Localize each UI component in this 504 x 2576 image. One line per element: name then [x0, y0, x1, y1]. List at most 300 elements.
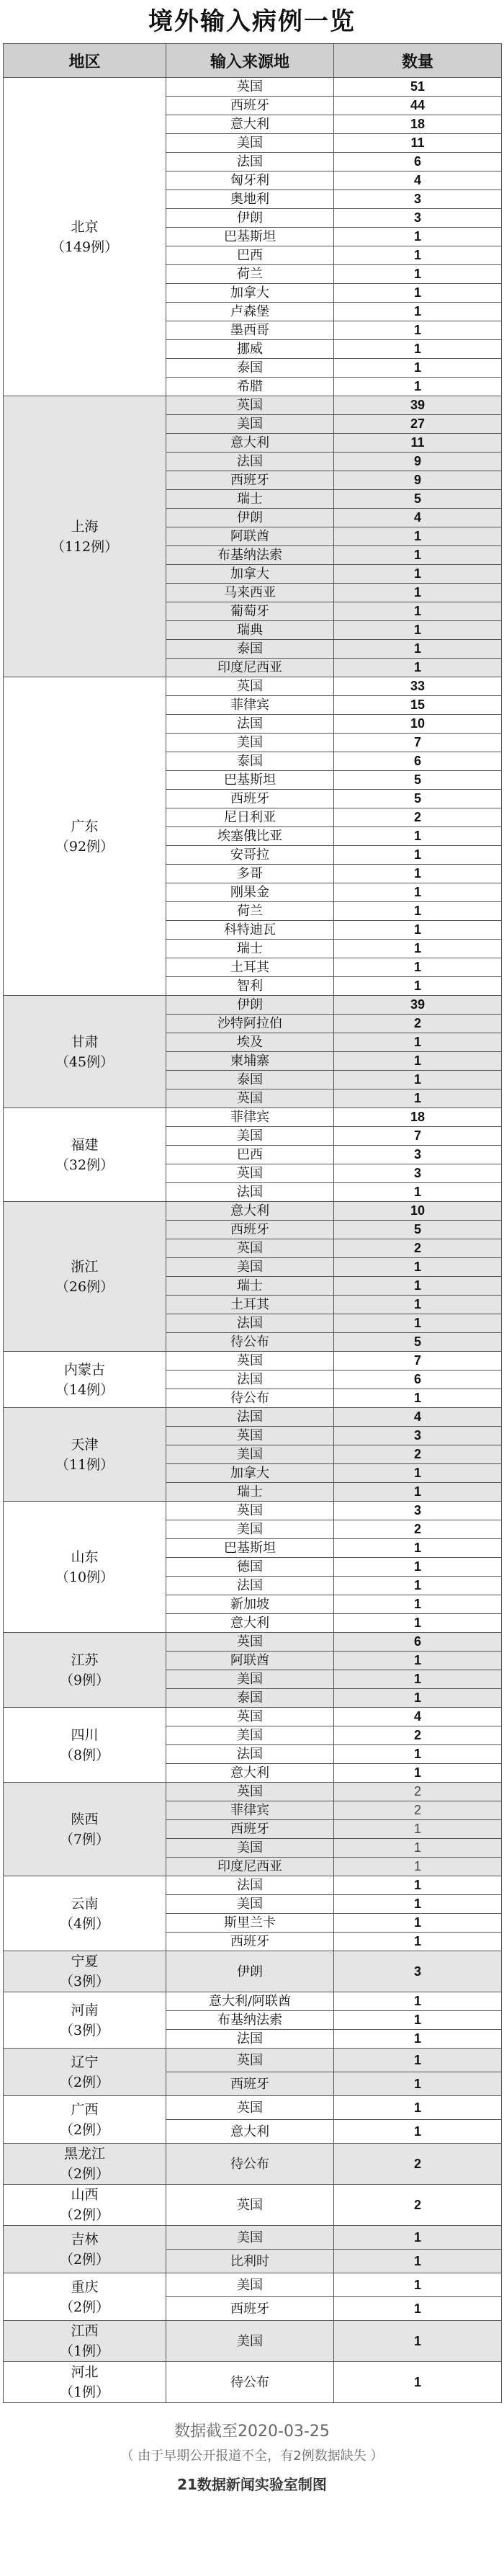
region-cell — [4, 1992, 166, 2049]
source-cell: 待公布 — [166, 1389, 334, 1408]
source-cell: 英国 — [166, 1502, 334, 1520]
region-name: 广西 — [71, 2101, 99, 2118]
source-cell: 意大利/阿联酋 — [166, 1992, 334, 2011]
region-name: 云南 — [71, 1895, 99, 1912]
source-cell: 布基纳法索 — [166, 2011, 334, 2030]
source-cell: 新加坡 — [166, 1595, 334, 1614]
count-cell: 5 — [334, 1221, 502, 1239]
count-cell: 6 — [334, 1371, 502, 1389]
region-total: （1例） — [59, 2343, 110, 2359]
count-cell: 1 — [334, 827, 502, 846]
source-cell: 泰国 — [166, 1071, 334, 1089]
source-cell: 沙特阿拉伯 — [166, 1015, 334, 1033]
table-header-row — [4, 44, 502, 78]
source-cell: 美国 — [166, 1520, 334, 1539]
source-cell: 英国 — [166, 2049, 334, 2072]
count-cell: 3 — [334, 1502, 502, 1520]
region-total: （8例） — [59, 1747, 110, 1763]
count-cell: 3 — [334, 190, 502, 209]
region-cell — [4, 2185, 166, 2226]
count-cell: 1 — [334, 883, 502, 902]
count-cell: 6 — [334, 1633, 502, 1652]
region-name: 福建 — [71, 1136, 99, 1153]
source-cell: 法国 — [166, 2030, 334, 2049]
region-cell — [4, 78, 166, 396]
table-row — [4, 2273, 502, 2297]
count-cell: 4 — [334, 1708, 502, 1726]
count-cell: 1 — [334, 340, 502, 359]
source-cell: 葡萄牙 — [166, 602, 334, 621]
source-cell: 瑞士 — [166, 490, 334, 509]
region-cell — [4, 2096, 166, 2144]
source-cell: 阿联酋 — [166, 1652, 334, 1670]
count-cell: 10 — [334, 715, 502, 734]
source-cell: 西班牙 — [166, 1221, 334, 1239]
count-cell: 2 — [334, 1726, 502, 1745]
count-cell: 18 — [334, 115, 502, 134]
region-total: （2例） — [59, 2074, 110, 2090]
page-title: 境外输入病例一览 — [148, 7, 356, 36]
header-region: 地区 — [4, 44, 166, 78]
count-cell: 7 — [334, 1352, 502, 1371]
count-cell: 1 — [334, 1183, 502, 1202]
count-cell: 11 — [334, 134, 502, 153]
source-cell: 泰国 — [166, 640, 334, 659]
table-row — [4, 1876, 502, 1895]
source-cell: 西班牙 — [166, 1933, 334, 1951]
table-row — [4, 1951, 502, 1992]
region-name: 江苏 — [71, 1652, 99, 1668]
region-name: 浙江 — [71, 1258, 99, 1275]
count-cell: 1 — [334, 640, 502, 659]
source-cell: 巴西 — [166, 246, 334, 265]
count-cell: 1 — [334, 565, 502, 584]
count-cell: 1 — [334, 284, 502, 303]
header-count: 数量 — [334, 44, 502, 78]
table-row — [4, 2185, 502, 2226]
count-cell: 1 — [334, 940, 502, 958]
count-cell: 1 — [334, 1389, 502, 1408]
region-name: 宁夏 — [71, 1953, 99, 1969]
count-cell: 1 — [334, 303, 502, 321]
region-total: （10例） — [55, 1569, 114, 1585]
count-cell: 1 — [334, 2120, 502, 2144]
region-cell — [4, 1352, 166, 1408]
source-cell: 法国 — [166, 1183, 334, 1202]
source-cell: 瑞典 — [166, 621, 334, 640]
source-cell: 智利 — [166, 977, 334, 996]
table-body — [4, 78, 502, 2403]
count-cell: 33 — [334, 677, 502, 696]
data-date-note: 数据截至2020-03-25 — [174, 2423, 330, 2441]
source-cell: 印度尼西亚 — [166, 659, 334, 677]
source-cell: 荷兰 — [166, 902, 334, 921]
header-source: 输入来源地 — [166, 44, 334, 78]
count-cell: 2 — [334, 1445, 502, 1464]
count-cell: 2 — [334, 2185, 502, 2226]
table-row — [4, 1408, 502, 1427]
source-cell: 美国 — [166, 2273, 334, 2297]
source-cell: 美国 — [166, 1726, 334, 1745]
source-cell: 巴基斯坦 — [166, 228, 334, 246]
region-name: 上海 — [71, 518, 99, 535]
region-total: （2例） — [59, 2207, 110, 2223]
count-cell: 7 — [334, 734, 502, 752]
count-cell: 1 — [334, 865, 502, 883]
region-total: （3例） — [59, 2022, 110, 2038]
count-cell: 2 — [334, 1239, 502, 1258]
count-cell: 1 — [334, 546, 502, 565]
count-cell: 10 — [334, 1202, 502, 1221]
count-cell: 1 — [334, 1689, 502, 1708]
source-cell: 英国 — [166, 677, 334, 696]
count-cell: 1 — [334, 1258, 502, 1277]
count-cell: 2 — [334, 1783, 502, 1801]
count-cell: 1 — [334, 2273, 502, 2297]
count-cell: 6 — [334, 752, 502, 771]
region-name: 河北 — [71, 2364, 99, 2380]
count-cell: 1 — [334, 1071, 502, 1089]
table-row — [4, 2049, 502, 2072]
region-total: （4例） — [59, 1915, 110, 1932]
region-total: （45例） — [55, 1053, 114, 1070]
source-cell: 英国 — [166, 2096, 334, 2120]
count-cell: 3 — [334, 1164, 502, 1183]
count-cell: 1 — [334, 2096, 502, 2120]
table-row — [4, 396, 502, 415]
count-cell: 1 — [334, 1933, 502, 1951]
source-cell: 德国 — [166, 1558, 334, 1577]
region-total: （2例） — [59, 2299, 110, 2315]
region-name: 陕西 — [71, 1811, 99, 1827]
source-cell: 比利时 — [166, 2250, 334, 2273]
table-row — [4, 78, 502, 97]
region-cell — [4, 2226, 166, 2273]
source-cell: 土耳其 — [166, 958, 334, 977]
region-total: （26例） — [55, 1278, 114, 1295]
source-cell: 美国 — [166, 1127, 334, 1146]
source-cell: 意大利 — [166, 2120, 334, 2144]
source-cell: 美国 — [166, 2321, 334, 2362]
region-total: （32例） — [55, 1156, 114, 1173]
count-cell: 1 — [334, 378, 502, 396]
region-name: 北京 — [71, 218, 99, 235]
table-row — [4, 1502, 502, 1520]
count-cell: 1 — [334, 846, 502, 865]
count-cell: 39 — [334, 396, 502, 415]
source-cell: 法国 — [166, 1876, 334, 1895]
count-cell: 1 — [334, 1820, 502, 1839]
source-cell: 埃塞俄比亚 — [166, 827, 334, 846]
source-cell: 印度尼西亚 — [166, 1858, 334, 1876]
count-cell: 1 — [334, 1577, 502, 1595]
table-row — [4, 1633, 502, 1652]
count-cell: 27 — [334, 415, 502, 434]
region-cell — [4, 1502, 166, 1633]
source-cell: 奥地利 — [166, 190, 334, 209]
region-name: 辽宁 — [71, 2054, 99, 2070]
table-row — [4, 677, 502, 696]
source-cell: 法国 — [166, 715, 334, 734]
source-cell: 伊朗 — [166, 996, 334, 1015]
source-cell: 埃及 — [166, 1033, 334, 1052]
source-cell: 法国 — [166, 1408, 334, 1427]
count-cell: 1 — [334, 2049, 502, 2072]
source-cell: 美国 — [166, 2226, 334, 2250]
source-cell: 柬埔寨 — [166, 1052, 334, 1071]
source-cell: 美国 — [166, 415, 334, 434]
count-cell: 15 — [334, 696, 502, 715]
count-cell: 44 — [334, 97, 502, 115]
source-cell: 美国 — [166, 134, 334, 153]
source-cell: 美国 — [166, 1670, 334, 1689]
region-cell — [4, 996, 166, 1108]
count-cell: 1 — [334, 1539, 502, 1558]
source-cell: 待公布 — [166, 2144, 334, 2185]
source-cell: 西班牙 — [166, 471, 334, 490]
source-cell: 意大利 — [166, 1202, 334, 1221]
region-name: 内蒙古 — [63, 1361, 105, 1378]
count-cell: 1 — [334, 2362, 502, 2403]
region-cell — [4, 2321, 166, 2362]
source-cell: 待公布 — [166, 1333, 334, 1352]
source-cell: 加拿大 — [166, 565, 334, 584]
count-cell: 1 — [334, 359, 502, 378]
table-row — [4, 1708, 502, 1726]
count-cell: 4 — [334, 1408, 502, 1427]
region-name: 山东 — [71, 1548, 99, 1565]
source-cell: 伊朗 — [166, 209, 334, 228]
count-cell: 1 — [334, 659, 502, 677]
source-cell: 法国 — [166, 453, 334, 471]
count-cell: 1 — [334, 1895, 502, 1914]
source-cell: 英国 — [166, 1239, 334, 1258]
region-cell — [4, 1408, 166, 1502]
region-cell — [4, 677, 166, 996]
count-cell: 1 — [334, 1296, 502, 1314]
count-cell: 1 — [334, 1745, 502, 1764]
region-name: 天津 — [71, 1436, 99, 1453]
source-cell: 美国 — [166, 1895, 334, 1914]
source-cell: 英国 — [166, 78, 334, 97]
source-cell: 加拿大 — [166, 1464, 334, 1483]
count-cell: 3 — [334, 1146, 502, 1164]
region-cell — [4, 2362, 166, 2403]
count-cell: 3 — [334, 1427, 502, 1445]
source-cell: 意大利 — [166, 1764, 334, 1783]
region-cell — [4, 2273, 166, 2321]
source-cell: 荷兰 — [166, 265, 334, 284]
table-row — [4, 1783, 502, 1801]
source-cell: 卢森堡 — [166, 303, 334, 321]
count-cell: 1 — [334, 246, 502, 265]
region-total: （2例） — [59, 2251, 110, 2268]
source-cell: 希腊 — [166, 378, 334, 396]
count-cell: 1 — [334, 1277, 502, 1296]
region-name: 江西 — [71, 2323, 99, 2339]
count-cell: 3 — [334, 1951, 502, 1992]
region-total: （149例） — [50, 239, 119, 255]
count-cell: 6 — [334, 153, 502, 171]
source-cell: 泰国 — [166, 752, 334, 771]
count-cell: 51 — [334, 78, 502, 97]
source-cell: 西班牙 — [166, 790, 334, 808]
table-row — [4, 2144, 502, 2185]
region-cell — [4, 2049, 166, 2096]
count-cell: 1 — [334, 584, 502, 602]
region-name: 黑龙江 — [63, 2146, 105, 2162]
table-row — [4, 1992, 502, 2011]
count-cell: 9 — [334, 453, 502, 471]
count-cell: 11 — [334, 434, 502, 453]
source-cell: 英国 — [166, 1783, 334, 1801]
count-cell: 1 — [334, 1314, 502, 1333]
count-cell: 1 — [334, 2321, 502, 2362]
source-cell: 瑞士 — [166, 1483, 334, 1502]
source-cell: 法国 — [166, 1314, 334, 1333]
region-total: （92例） — [55, 838, 114, 855]
source-cell: 巴西 — [166, 1146, 334, 1164]
count-cell: 1 — [334, 1052, 502, 1071]
count-cell: 39 — [334, 996, 502, 1015]
count-cell: 1 — [334, 602, 502, 621]
source-cell: 阿联酋 — [166, 527, 334, 546]
imported-cases-table — [3, 43, 502, 2403]
count-cell: 1 — [334, 1670, 502, 1689]
count-cell: 1 — [334, 1614, 502, 1633]
count-cell: 1 — [334, 1992, 502, 2011]
region-total: （9例） — [59, 1672, 110, 1688]
count-cell: 1 — [334, 1876, 502, 1895]
source-cell: 英国 — [166, 1352, 334, 1371]
count-cell: 1 — [334, 1652, 502, 1670]
region-total: （11例） — [55, 1456, 114, 1473]
count-cell: 1 — [334, 527, 502, 546]
source-cell: 西班牙 — [166, 97, 334, 115]
region-cell — [4, 1633, 166, 1708]
source-cell: 菲律宾 — [166, 1801, 334, 1820]
count-cell: 1 — [334, 2297, 502, 2321]
source-cell: 刚果金 — [166, 883, 334, 902]
source-cell: 伊朗 — [166, 1951, 334, 1992]
source-cell: 英国 — [166, 1089, 334, 1108]
source-cell: 伊朗 — [166, 509, 334, 527]
count-cell: 2 — [334, 1801, 502, 1820]
missing-data-note: （ 由于早期公开报道不全，有2例数据缺失 ） — [120, 2448, 384, 2464]
region-cell — [4, 1876, 166, 1951]
table-row — [4, 1352, 502, 1371]
source-cell: 科特迪瓦 — [166, 921, 334, 940]
source-cell: 西班牙 — [166, 2297, 334, 2321]
count-cell: 1 — [334, 2030, 502, 2049]
count-cell: 1 — [334, 1089, 502, 1108]
count-cell: 2 — [334, 2144, 502, 2185]
count-cell: 4 — [334, 509, 502, 527]
source-cell: 尼日利亚 — [166, 808, 334, 827]
count-cell: 5 — [334, 1333, 502, 1352]
source-cell: 法国 — [166, 153, 334, 171]
source-cell: 美国 — [166, 1839, 334, 1858]
source-cell: 土耳其 — [166, 1296, 334, 1314]
source-cell: 菲律宾 — [166, 1108, 334, 1127]
table-row — [4, 2362, 502, 2403]
count-cell: 1 — [334, 1033, 502, 1052]
source-cell: 马来西亚 — [166, 584, 334, 602]
table-row — [4, 2226, 502, 2250]
count-cell: 4 — [334, 171, 502, 190]
source-cell: 意大利 — [166, 1614, 334, 1633]
source-cell: 巴基斯坦 — [166, 771, 334, 790]
source-cell: 加拿大 — [166, 284, 334, 303]
source-cell: 英国 — [166, 1633, 334, 1652]
footer — [0, 2419, 504, 2494]
source-cell: 美国 — [166, 1445, 334, 1464]
region-cell — [4, 1708, 166, 1783]
count-cell: 1 — [334, 2011, 502, 2030]
source-cell: 瑞士 — [166, 1277, 334, 1296]
table-row — [4, 2096, 502, 2120]
source-cell: 西班牙 — [166, 2072, 334, 2096]
source-cell: 挪威 — [166, 340, 334, 359]
count-cell: 7 — [334, 1127, 502, 1146]
region-name: 四川 — [71, 1726, 99, 1743]
source-cell: 英国 — [166, 396, 334, 415]
source-cell: 法国 — [166, 1745, 334, 1764]
source-cell: 英国 — [166, 1427, 334, 1445]
count-cell: 5 — [334, 790, 502, 808]
count-cell: 1 — [334, 958, 502, 977]
region-name: 山西 — [71, 2187, 99, 2203]
source-cell: 美国 — [166, 1258, 334, 1277]
count-cell: 1 — [334, 228, 502, 246]
count-cell: 1 — [334, 2250, 502, 2273]
region-total: （2例） — [59, 2121, 110, 2138]
source-cell: 巴基斯坦 — [166, 1539, 334, 1558]
source-cell: 安哥拉 — [166, 846, 334, 865]
region-cell — [4, 1108, 166, 1202]
source-cell: 布基纳法索 — [166, 546, 334, 565]
count-cell: 1 — [334, 1558, 502, 1577]
count-cell: 2 — [334, 1015, 502, 1033]
region-cell — [4, 1951, 166, 1992]
source-cell: 墨西哥 — [166, 321, 334, 340]
region-name: 广东 — [71, 818, 99, 834]
count-cell: 1 — [334, 321, 502, 340]
region-cell — [4, 1202, 166, 1352]
count-cell: 5 — [334, 771, 502, 790]
region-total: （1例） — [59, 2384, 110, 2400]
region-cell — [4, 2144, 166, 2185]
count-cell: 1 — [334, 977, 502, 996]
region-cell — [4, 1783, 166, 1876]
source-cell: 意大利 — [166, 434, 334, 453]
region-name: 甘肃 — [71, 1033, 99, 1050]
source-cell: 意大利 — [166, 115, 334, 134]
region-cell — [4, 396, 166, 677]
source-cell: 西班牙 — [166, 1820, 334, 1839]
table-row — [4, 1108, 502, 1127]
count-cell: 1 — [334, 1764, 502, 1783]
count-cell: 9 — [334, 471, 502, 490]
count-cell: 1 — [334, 1464, 502, 1483]
region-name: 重庆 — [71, 2278, 99, 2295]
count-cell: 1 — [334, 902, 502, 921]
region-total: （2例） — [59, 2166, 110, 2182]
source-cell: 斯里兰卡 — [166, 1914, 334, 1933]
count-cell: 2 — [334, 1520, 502, 1539]
count-cell: 1 — [334, 2072, 502, 2096]
source-cell: 待公布 — [166, 2362, 334, 2403]
